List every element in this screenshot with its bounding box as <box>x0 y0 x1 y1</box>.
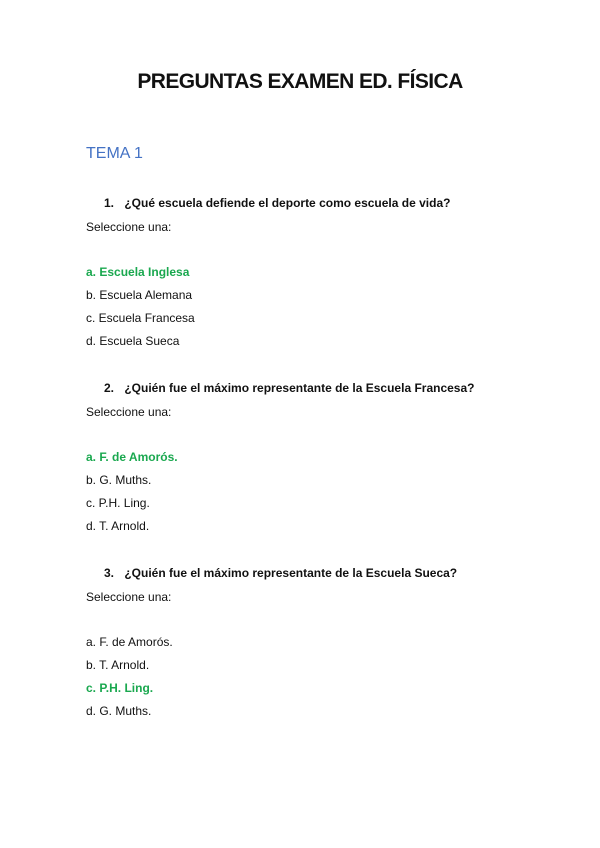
question-number: 3. <box>104 566 115 580</box>
option-a-correct: a. F. de Amorós. <box>86 450 178 464</box>
option-a-correct: a. Escuela Inglesa <box>86 265 190 279</box>
question-instruction: Seleccione una: <box>86 590 172 604</box>
question-instruction: Seleccione una: <box>86 220 172 234</box>
question-number: 2. <box>104 381 115 395</box>
option-c-correct: c. P.H. Ling. <box>86 681 154 695</box>
option-b: b. G. Muths. <box>86 473 152 487</box>
document-title: PREGUNTAS EXAMEN ED. FÍSICA <box>137 70 463 93</box>
option-d: d. Escuela Sueca <box>86 334 180 348</box>
section-heading: TEMA 1 <box>86 145 143 162</box>
option-a: a. F. de Amorós. <box>86 635 173 649</box>
option-b: b. T. Arnold. <box>86 658 150 672</box>
question-label: ¿Quién fue el máximo representante de la Escuela Francesa? <box>124 381 475 395</box>
option-c: c. P.H. Ling. <box>86 496 150 510</box>
question-instruction: Seleccione una: <box>86 405 172 419</box>
option-b: b. Escuela Alemana <box>86 288 193 302</box>
option-d: d. T. Arnold. <box>86 519 150 533</box>
question-label: ¿Quién fue el máximo representante de la Escuela Sueca? <box>124 566 458 580</box>
question-number: 1. <box>104 196 115 210</box>
question-text <box>104 196 450 210</box>
option-c: c. Escuela Francesa <box>86 311 195 325</box>
question-text <box>104 381 474 395</box>
question-text <box>104 566 457 580</box>
option-d: d. G. Muths. <box>86 704 152 718</box>
question-label: ¿Qué escuela defiende el deporte como escuela de vida? <box>124 196 451 210</box>
